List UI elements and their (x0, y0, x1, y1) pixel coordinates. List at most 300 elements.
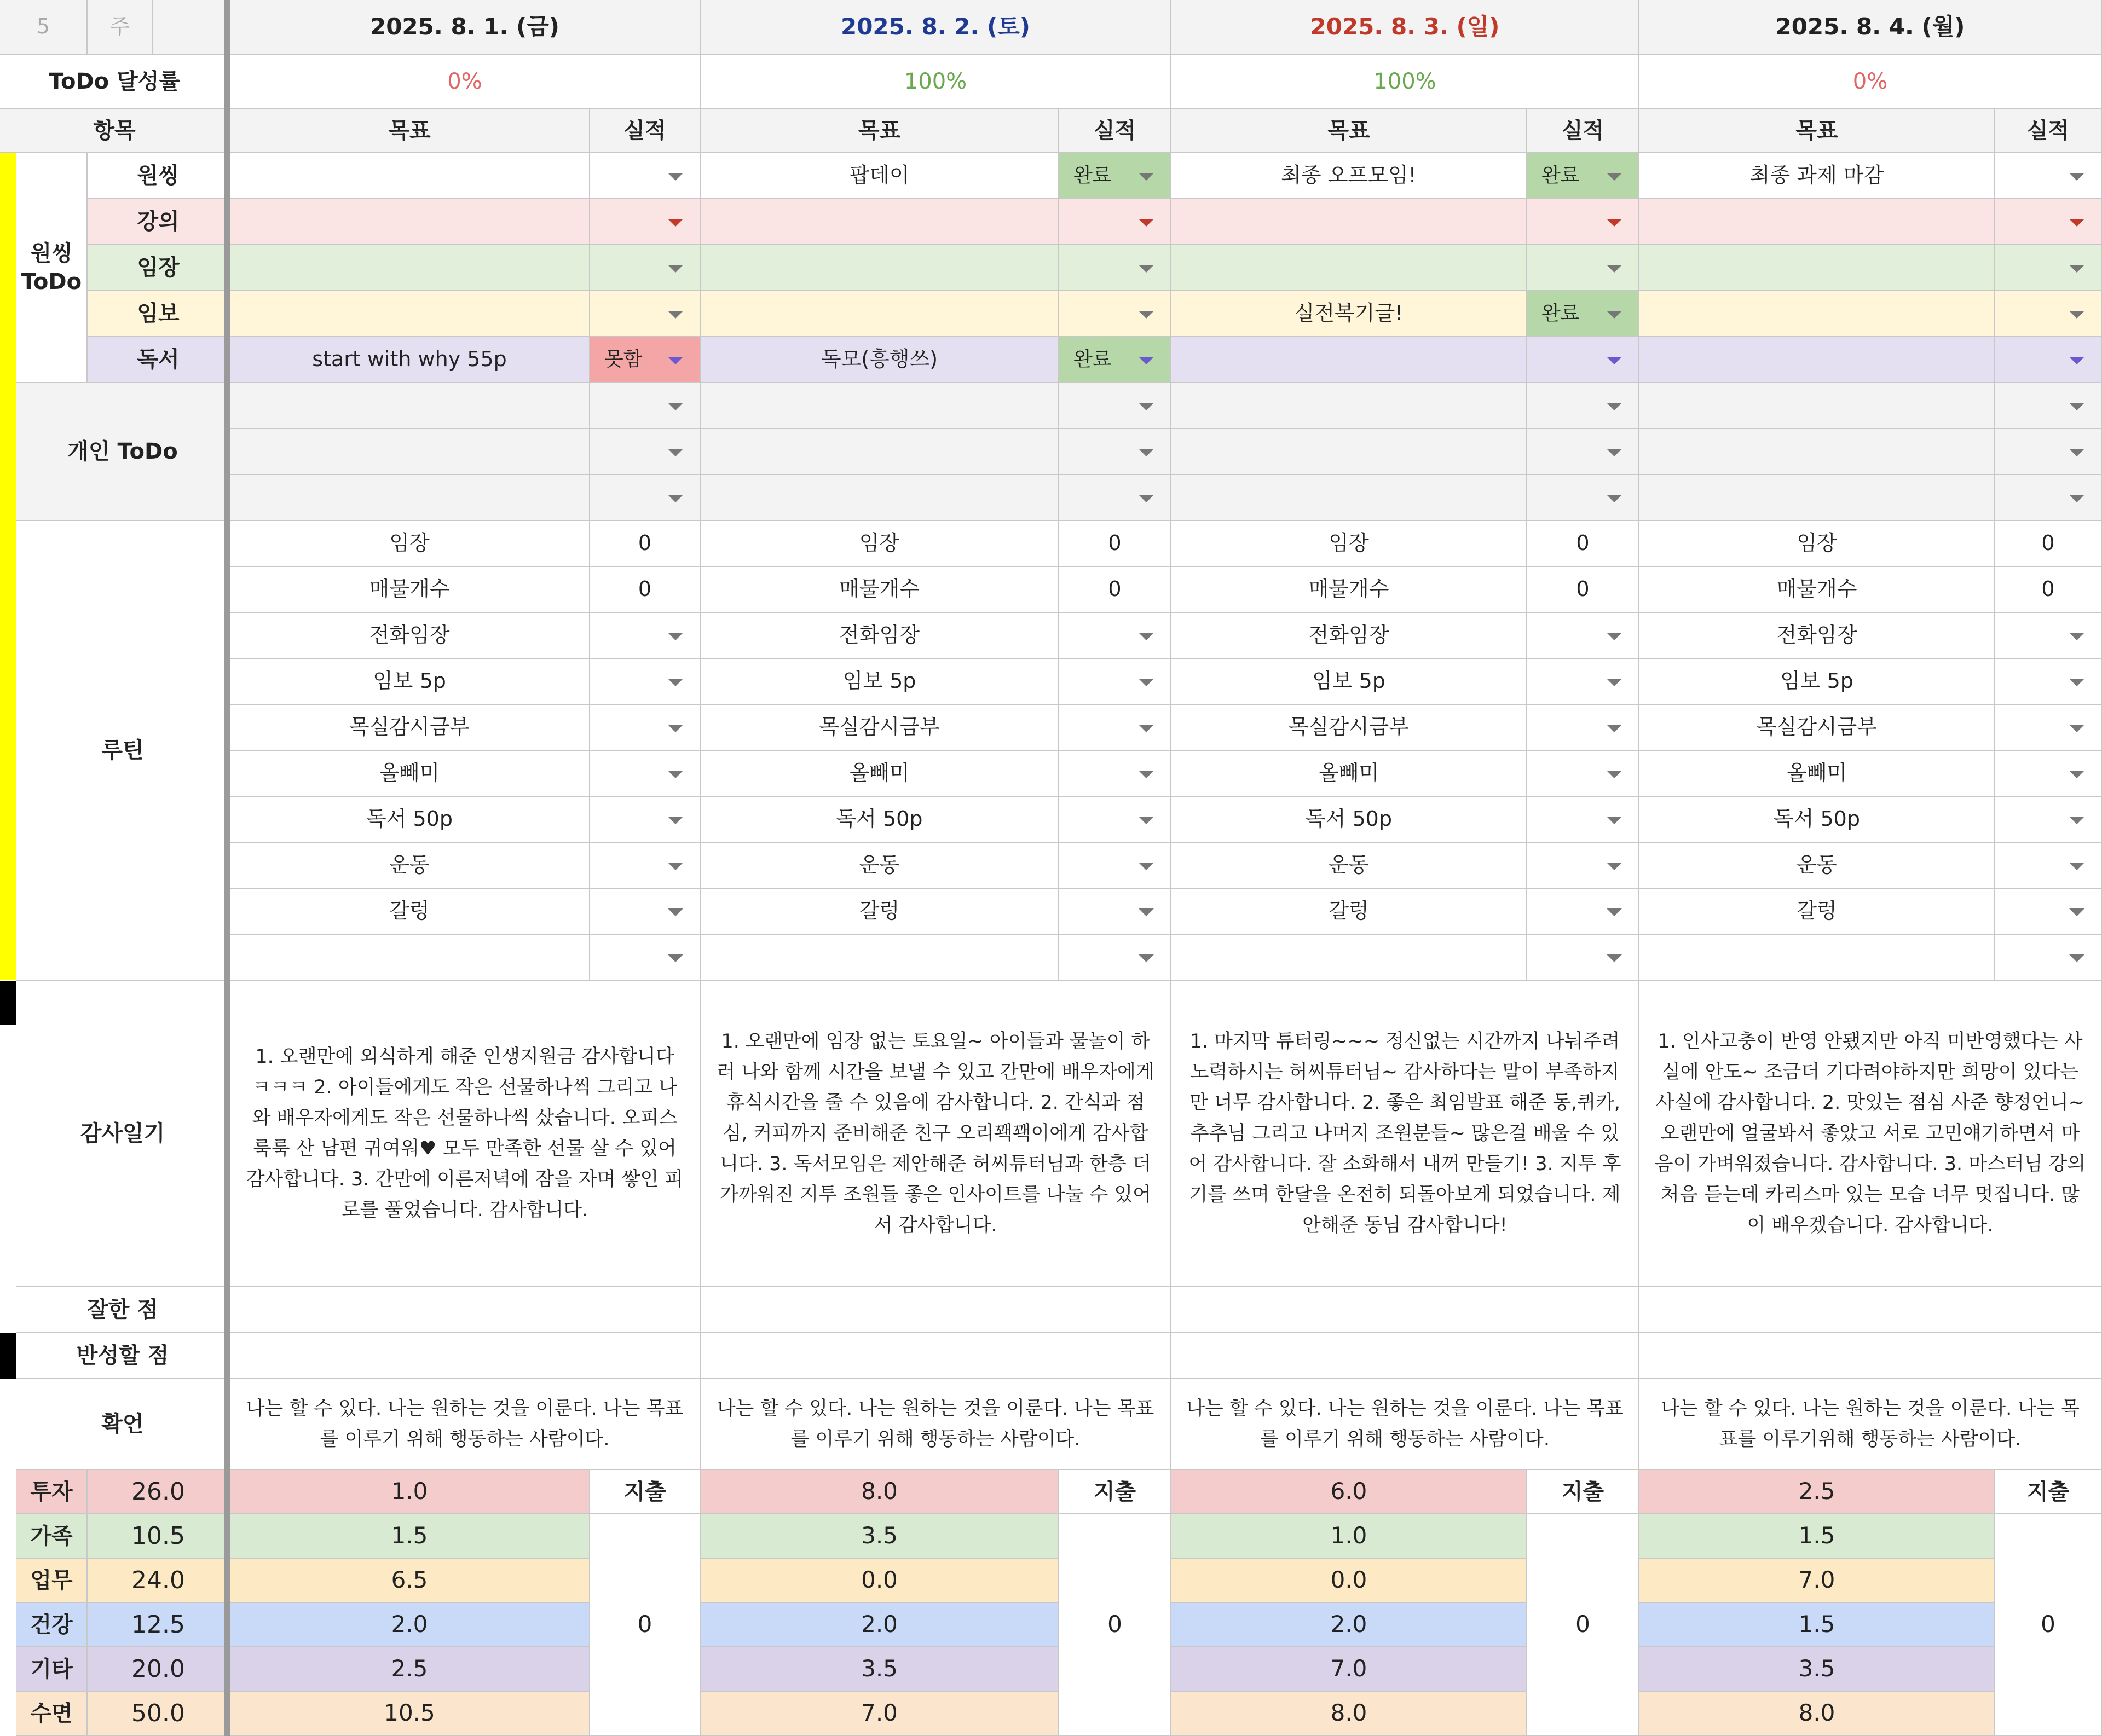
routine-item-2-5: 올빼미 (1171, 751, 1527, 797)
routine-item-3-2: 전화임장 (1639, 613, 1995, 659)
hours-2-2[interactable]: 0.0 (1171, 1559, 1527, 1603)
routine-item-2-1: 매물개수 (1171, 567, 1527, 613)
personal-result-1-0[interactable] (1059, 383, 1171, 429)
routine-check-0-2[interactable] (590, 613, 701, 659)
frozen-divider (224, 0, 230, 1736)
reflect-label: 반성할 점 (16, 1333, 230, 1379)
hours-3-3[interactable]: 1.5 (1639, 1603, 1995, 1647)
total-label-0: 투자 (16, 1470, 88, 1514)
hours-1-5[interactable]: 7.0 (701, 1692, 1059, 1736)
dark-strip-a (0, 981, 16, 1025)
routine-check-3-4[interactable] (1995, 705, 2102, 751)
personal-result-3-2[interactable] (1995, 475, 2102, 521)
work-todo-label-a: 원씽 (30, 241, 73, 266)
goal-header-1: 목표 (701, 109, 1059, 153)
routine-item-3-3: 임보 5p (1639, 659, 1995, 705)
personal-result-2-1[interactable] (1527, 429, 1639, 475)
sub-label-0: 원씽 (88, 153, 230, 199)
personal-goal-0-2[interactable] (230, 475, 590, 521)
dropdown-chevron-icon[interactable] (2069, 954, 2084, 962)
affirm-text-1[interactable]: 나는 할 수 있다. 나는 원하는 것을 이룬다. 나는 목표를 이루기 위해 행동하는 사람이다. (701, 1379, 1171, 1470)
hours-2-1[interactable]: 1.0 (1171, 1514, 1527, 1559)
goal-header-3: 목표 (1639, 109, 1995, 153)
dropdown-chevron-icon[interactable] (1607, 449, 1622, 456)
routine-check-0-7[interactable] (590, 843, 701, 889)
todo-goal-1-0[interactable]: 팝데이 (701, 153, 1059, 199)
todo-result-0-3[interactable] (590, 291, 701, 337)
dropdown-chevron-icon[interactable] (2069, 219, 2084, 227)
dropdown-chevron-icon[interactable] (2069, 403, 2084, 410)
routine-item-3-0: 임장 (1639, 521, 1995, 567)
todo-result-2-3[interactable]: 완료 (1527, 291, 1639, 337)
total-value-1: 10.5 (88, 1514, 230, 1559)
goal-header-0: 목표 (230, 109, 590, 153)
routine-item-2-6: 독서 50p (1171, 797, 1527, 843)
dropdown-chevron-icon[interactable] (668, 863, 683, 870)
routine-item-1-2: 전화임장 (701, 613, 1059, 659)
routine-item-1-4: 목실감시금부 (701, 705, 1059, 751)
dropdown-chevron-icon[interactable] (1139, 173, 1154, 181)
dropdown-chevron-icon[interactable] (1607, 954, 1622, 962)
dropdown-chevron-icon[interactable] (1607, 817, 1622, 824)
todo-goal-1-3[interactable] (701, 291, 1059, 337)
routine-item-3-1: 매물개수 (1639, 567, 1995, 613)
good-text-0[interactable] (230, 1287, 701, 1333)
routine-check-3-6[interactable] (1995, 797, 2102, 843)
routine-item-0-5: 올빼미 (230, 751, 590, 797)
personal-result-1-2[interactable] (1059, 475, 1171, 521)
routine-value-3-1: 0 (1995, 567, 2102, 613)
total-value-3: 12.5 (88, 1603, 230, 1647)
routine-item-0-6: 독서 50p (230, 797, 590, 843)
todo-goal-0-0[interactable] (230, 153, 590, 199)
personal-goal-0-1[interactable] (230, 429, 590, 475)
dropdown-chevron-icon[interactable] (668, 265, 683, 273)
good-label: 잘한 점 (16, 1287, 230, 1333)
good-text-2[interactable] (1171, 1287, 1639, 1333)
personal-goal-3-1[interactable] (1639, 429, 1995, 475)
result-header-3: 실적 (1995, 109, 2102, 153)
dropdown-chevron-icon[interactable] (1139, 495, 1154, 502)
hours-1-3[interactable]: 2.0 (701, 1603, 1059, 1647)
affirm-text-0[interactable]: 나는 할 수 있다. 나는 원하는 것을 이룬다. 나는 목표를 이루기 위해 행동하는 사람이다. (230, 1379, 701, 1470)
todo-goal-3-4[interactable] (1639, 337, 1995, 383)
total-label-3: 건강 (16, 1603, 88, 1647)
routine-check-1-5[interactable] (1059, 751, 1171, 797)
todo-result-2-2[interactable] (1527, 245, 1639, 291)
expense-label-2: 지출 (1527, 1470, 1639, 1514)
affirm-label: 확언 (16, 1379, 230, 1470)
goal-header-2: 목표 (1171, 109, 1527, 153)
dropdown-chevron-icon[interactable] (1139, 771, 1154, 778)
dropdown-chevron-icon[interactable] (668, 771, 683, 778)
expense-value-1[interactable]: 0 (1059, 1514, 1171, 1736)
routine-check-3-2[interactable] (1995, 613, 2102, 659)
todo-goal-2-1[interactable] (1171, 199, 1527, 245)
dropdown-chevron-icon[interactable] (1139, 633, 1154, 640)
routine-check-1-6[interactable] (1059, 797, 1171, 843)
personal-todo-label: 개인 ToDo (16, 383, 230, 521)
routine-check-2-9[interactable] (1527, 935, 1639, 981)
dropdown-chevron-icon[interactable] (1607, 771, 1622, 778)
dropdown-chevron-icon[interactable] (668, 908, 683, 916)
routine-check-2-6[interactable] (1527, 797, 1639, 843)
hours-0-5[interactable]: 10.5 (230, 1692, 590, 1736)
todo-goal-0-4[interactable]: start with why 55p (230, 337, 590, 383)
expense-label-1: 지출 (1059, 1470, 1171, 1514)
gratitude-text-1[interactable]: 1. 오랜만에 임장 없는 토요일~ 아이들과 물놀이 하러 나와 함께 시간을 보낼 수 있고 간만에 배우자에게 휴식시간을 줄 수 있음에 감사합니다. 2. 간식과 점심, 커피까지 준비해준 친구 오리꽥꽥이에게 감사합니다. 3. 독서모임은 제안해준 허씨튜터님과 한층 더 가까워진 지투 조원들 좋은 인사이트를 나눌 수 있어서 감사합니다. (701, 981, 1171, 1287)
dropdown-chevron-icon[interactable] (1139, 311, 1154, 319)
personal-result-2-2[interactable] (1527, 475, 1639, 521)
routine-label: 루틴 (16, 521, 230, 981)
gratitude-label: 감사일기 (16, 981, 230, 1287)
routine-item-2-0: 임장 (1171, 521, 1527, 567)
hours-0-2[interactable]: 6.5 (230, 1559, 590, 1603)
day-rate-0: 0% (230, 55, 701, 109)
dropdown-chevron-icon[interactable] (1607, 311, 1622, 319)
achievement-label: ToDo 달성률 (0, 55, 230, 109)
affirm-text-3[interactable]: 나는 할 수 있다. 나는 원하는 것을 이룬다. 나는 목표를 이루기위해 행동하는 사람이다. (1639, 1379, 2102, 1470)
dropdown-chevron-icon[interactable] (668, 357, 683, 364)
todo-goal-2-0[interactable]: 최종 오프모임! (1171, 153, 1527, 199)
todo-result-0-1[interactable] (590, 199, 701, 245)
todo-result-3-0[interactable] (1995, 153, 2102, 199)
dropdown-chevron-icon[interactable] (1139, 449, 1154, 456)
todo-result-2-0[interactable]: 완료 (1527, 153, 1639, 199)
routine-check-2-3[interactable] (1527, 659, 1639, 705)
dropdown-chevron-icon[interactable] (1139, 954, 1154, 962)
total-label-4: 기타 (16, 1647, 88, 1692)
todo-goal-3-0[interactable]: 최종 과제 마감 (1639, 153, 1995, 199)
personal-goal-2-1[interactable] (1171, 429, 1527, 475)
personal-goal-2-2[interactable] (1171, 475, 1527, 521)
corner-blank (153, 0, 230, 55)
dropdown-chevron-icon[interactable] (668, 725, 683, 732)
routine-item-0-3: 임보 5p (230, 659, 590, 705)
expense-label-0: 지출 (590, 1470, 701, 1514)
hours-0-1[interactable]: 1.5 (230, 1514, 590, 1559)
expense-value-3[interactable]: 0 (1995, 1514, 2102, 1736)
todo-result-0-2[interactable] (590, 245, 701, 291)
routine-value-1-0: 0 (1059, 521, 1171, 567)
routine-check-0-5[interactable] (590, 751, 701, 797)
hours-2-5[interactable]: 8.0 (1171, 1692, 1527, 1736)
routine-value-1-1: 0 (1059, 567, 1171, 613)
day-date-0: 2025. 8. 1. (금) (230, 0, 701, 55)
dropdown-chevron-icon[interactable] (1139, 679, 1154, 686)
routine-item-2-7: 운동 (1171, 843, 1527, 889)
personal-result-0-1[interactable] (590, 429, 701, 475)
todo-goal-0-3[interactable] (230, 291, 590, 337)
routine-value-2-0: 0 (1527, 521, 1639, 567)
routine-check-3-7[interactable] (1995, 843, 2102, 889)
hours-2-3[interactable]: 2.0 (1171, 1603, 1527, 1647)
dropdown-chevron-icon[interactable] (668, 403, 683, 410)
personal-goal-1-0[interactable] (701, 383, 1059, 429)
dropdown-chevron-icon[interactable] (668, 495, 683, 502)
dropdown-chevron-icon[interactable] (1139, 357, 1154, 364)
total-value-0: 26.0 (88, 1470, 230, 1514)
routine-item-0-7: 운동 (230, 843, 590, 889)
todo-goal-2-4[interactable] (1171, 337, 1527, 383)
hours-0-0[interactable]: 1.0 (230, 1470, 590, 1514)
work-todo-label (16, 153, 88, 383)
routine-check-3-3[interactable] (1995, 659, 2102, 705)
result-header-0: 실적 (590, 109, 701, 153)
good-text-3[interactable] (1639, 1287, 2102, 1333)
dropdown-chevron-icon[interactable] (2069, 817, 2084, 824)
routine-check-2-7[interactable] (1527, 843, 1639, 889)
dropdown-chevron-icon[interactable] (1607, 265, 1622, 273)
personal-result-0-0[interactable] (590, 383, 701, 429)
hours-0-3[interactable]: 2.0 (230, 1603, 590, 1647)
routine-check-2-5[interactable] (1527, 751, 1639, 797)
routine-item-0-8: 갈렁 (230, 889, 590, 935)
routine-check-0-6[interactable] (590, 797, 701, 843)
dropdown-chevron-icon[interactable] (1607, 725, 1622, 732)
dropdown-chevron-icon[interactable] (1139, 725, 1154, 732)
todo-goal-1-2[interactable] (701, 245, 1059, 291)
dropdown-chevron-icon[interactable] (1139, 817, 1154, 824)
todo-result-3-4[interactable] (1995, 337, 2102, 383)
routine-item-1-6: 독서 50p (701, 797, 1059, 843)
dropdown-chevron-icon[interactable] (668, 219, 683, 227)
day-date-1: 2025. 8. 2. (토) (701, 0, 1171, 55)
total-value-2: 24.0 (88, 1559, 230, 1603)
hours-1-1[interactable]: 3.5 (701, 1514, 1059, 1559)
routine-item-2-9 (1171, 935, 1527, 981)
dropdown-chevron-icon[interactable] (1139, 863, 1154, 870)
routine-item-2-8: 갈렁 (1171, 889, 1527, 935)
todo-goal-1-1[interactable] (701, 199, 1059, 245)
dropdown-chevron-icon[interactable] (2069, 495, 2084, 502)
personal-result-3-1[interactable] (1995, 429, 2102, 475)
todo-result-1-4[interactable]: 완료 (1059, 337, 1171, 383)
routine-check-1-3[interactable] (1059, 659, 1171, 705)
todo-result-3-1[interactable] (1995, 199, 2102, 245)
routine-item-1-9 (701, 935, 1059, 981)
routine-value-2-1: 0 (1527, 567, 1639, 613)
dropdown-chevron-icon[interactable] (668, 173, 683, 181)
total-label-5: 수면 (16, 1692, 88, 1736)
routine-check-3-5[interactable] (1995, 751, 2102, 797)
routine-check-3-8[interactable] (1995, 889, 2102, 935)
personal-goal-3-0[interactable] (1639, 383, 1995, 429)
todo-result-1-3[interactable] (1059, 291, 1171, 337)
routine-item-3-8: 갈렁 (1639, 889, 1995, 935)
day-date-2: 2025. 8. 3. (일) (1171, 0, 1639, 55)
routine-item-1-5: 올빼미 (701, 751, 1059, 797)
todo-goal-0-1[interactable] (230, 199, 590, 245)
todo-goal-1-4[interactable]: 독모(흥행쓰) (701, 337, 1059, 383)
hours-3-1[interactable]: 1.5 (1639, 1514, 1995, 1559)
expense-value-2[interactable]: 0 (1527, 1514, 1639, 1736)
reflect-text-3[interactable] (1639, 1333, 2102, 1379)
dropdown-chevron-icon[interactable] (2069, 357, 2084, 364)
sub-label-1: 강의 (88, 199, 230, 245)
routine-check-2-2[interactable] (1527, 613, 1639, 659)
hours-2-4[interactable]: 7.0 (1171, 1647, 1527, 1692)
dropdown-chevron-icon[interactable] (2069, 173, 2084, 181)
routine-value-3-0: 0 (1995, 521, 2102, 567)
routine-check-0-3[interactable] (590, 659, 701, 705)
day-rate-1: 100% (701, 55, 1171, 109)
todo-goal-2-3[interactable]: 실전복기글! (1171, 291, 1527, 337)
dropdown-chevron-icon[interactable] (2069, 679, 2084, 686)
routine-item-0-1: 매물개수 (230, 567, 590, 613)
day-rate-2: 100% (1171, 55, 1639, 109)
todo-result-2-1[interactable] (1527, 199, 1639, 245)
routine-check-1-2[interactable] (1059, 613, 1171, 659)
todo-result-1-0[interactable]: 완료 (1059, 153, 1171, 199)
routine-item-3-7: 운동 (1639, 843, 1995, 889)
work-todo-label-b: ToDo (21, 269, 82, 294)
dropdown-chevron-icon[interactable] (2069, 771, 2084, 778)
dropdown-chevron-icon[interactable] (1139, 219, 1154, 227)
dropdown-chevron-icon[interactable] (1607, 403, 1622, 410)
total-value-5: 50.0 (88, 1692, 230, 1736)
reflect-text-1[interactable] (701, 1333, 1171, 1379)
routine-check-0-4[interactable] (590, 705, 701, 751)
routine-item-0-4: 목실감시금부 (230, 705, 590, 751)
week-unit: 주 (88, 0, 153, 55)
routine-check-0-9[interactable] (590, 935, 701, 981)
day-date-3: 2025. 8. 4. (월) (1639, 0, 2102, 55)
dropdown-chevron-icon[interactable] (1607, 863, 1622, 870)
item-label: 항목 (0, 109, 230, 153)
personal-goal-3-2[interactable] (1639, 475, 1995, 521)
dropdown-chevron-icon[interactable] (1607, 357, 1622, 364)
hours-3-2[interactable]: 7.0 (1639, 1559, 1995, 1603)
hours-1-2[interactable]: 0.0 (701, 1559, 1059, 1603)
total-label-1: 가족 (16, 1514, 88, 1559)
routine-item-2-3: 임보 5p (1171, 659, 1527, 705)
todo-result-1-2[interactable] (1059, 245, 1171, 291)
gratitude-text-0[interactable]: 1. 오랜만에 외식하게 해준 인생지원금 감사합니다 ㅋㅋㅋ 2. 아이들에게도 작은 선물하나씩 그리고 나와 배우자에게도 작은 선물하나씩 샀습니다. 오피스룩룩 산 남편 귀여워♥ 모두 만족한 선물 살 수 있어 감사합니다. 3. 간만에 이른저녁에 잠을 자며 쌓인 피로를 풀었습니다. 감사합니다. (230, 981, 701, 1287)
routine-item-1-3: 임보 5p (701, 659, 1059, 705)
personal-result-1-1[interactable] (1059, 429, 1171, 475)
personal-result-2-0[interactable] (1527, 383, 1639, 429)
sub-label-4: 독서 (88, 337, 230, 383)
routine-item-3-9 (1639, 935, 1995, 981)
dropdown-chevron-icon[interactable] (2069, 449, 2084, 456)
dropdown-chevron-icon[interactable] (668, 633, 683, 640)
todo-goal-2-2[interactable] (1171, 245, 1527, 291)
dropdown-chevron-icon[interactable] (1607, 633, 1622, 640)
total-label-2: 업무 (16, 1559, 88, 1603)
routine-check-2-8[interactable] (1527, 889, 1639, 935)
hours-1-0[interactable]: 8.0 (701, 1470, 1059, 1514)
dropdown-chevron-icon[interactable] (2069, 265, 2084, 273)
routine-check-0-8[interactable] (590, 889, 701, 935)
dropdown-chevron-icon[interactable] (1607, 219, 1622, 227)
routine-check-1-4[interactable] (1059, 705, 1171, 751)
personal-result-0-2[interactable] (590, 475, 701, 521)
dropdown-chevron-icon[interactable] (2069, 863, 2084, 870)
hours-1-4[interactable]: 3.5 (701, 1647, 1059, 1692)
week-number: 5 (0, 0, 88, 55)
dropdown-chevron-icon[interactable] (668, 449, 683, 456)
personal-goal-1-1[interactable] (701, 429, 1059, 475)
todo-result-3-2[interactable] (1995, 245, 2102, 291)
dropdown-chevron-icon[interactable] (2069, 311, 2084, 319)
dropdown-chevron-icon[interactable] (1607, 173, 1622, 181)
reflect-text-0[interactable] (230, 1333, 701, 1379)
routine-item-2-4: 목실감시금부 (1171, 705, 1527, 751)
routine-item-1-0: 임장 (701, 521, 1059, 567)
routine-check-3-9[interactable] (1995, 935, 2102, 981)
personal-goal-2-0[interactable] (1171, 383, 1527, 429)
dropdown-chevron-icon[interactable] (1607, 908, 1622, 916)
todo-goal-0-2[interactable] (230, 245, 590, 291)
personal-goal-0-0[interactable] (230, 383, 590, 429)
routine-check-1-7[interactable] (1059, 843, 1171, 889)
personal-result-3-0[interactable] (1995, 383, 2102, 429)
routine-item-1-8: 갈렁 (701, 889, 1059, 935)
todo-result-2-4[interactable] (1527, 337, 1639, 383)
todo-result-0-4[interactable]: 못함 (590, 337, 701, 383)
day-rate-3: 0% (1639, 55, 2102, 109)
hours-3-4[interactable]: 3.5 (1639, 1647, 1995, 1692)
dropdown-chevron-icon[interactable] (668, 679, 683, 686)
routine-item-0-9 (230, 935, 590, 981)
dropdown-chevron-icon[interactable] (668, 954, 683, 962)
dropdown-chevron-icon[interactable] (668, 817, 683, 824)
gratitude-text-3[interactable]: 1. 인사고충이 반영 안됐지만 아직 미반영했다는 사실에 안도~ 조금더 기다려야하지만 희망이 있다는 사실에 감사합니다. 2. 맛있는 점심 사준 향정언니~ 오랜만에 얼굴봐서 좋았고 서로 고민얘기하면서 마음이 가벼워졌습니다. 감사합니다. 3. 마스터님 강의 처음 듣는데 카리스마 있는 모습 너무 멋집니다. 많이 배우겠습니다. 감사합니다. (1639, 981, 2102, 1287)
total-value-4: 20.0 (88, 1647, 230, 1692)
gratitude-text-2[interactable]: 1. 마지막 튜터링~~~ 정신없는 시간까지 나눠주려 노력하시는 허씨튜터님~ 감사하다는 말이 부족하지만 너무 감사합니다. 2. 좋은 최임발표 해준 동,퀴카,추추님 그리고 나머지 조원분들~ 많은걸 배울 수 있어 감사합니다. 잘 소화해서 내꺼 만들기! 3. 지투 후기를 쓰며 한달을 온전히 되돌아보게 되었습니다. 제안해준 동님 감사합니다! (1171, 981, 1639, 1287)
dropdown-chevron-icon[interactable] (1139, 908, 1154, 916)
hours-2-0[interactable]: 6.0 (1171, 1470, 1527, 1514)
hours-0-4[interactable]: 2.5 (230, 1647, 590, 1692)
yellow-strip (0, 153, 16, 980)
todo-result-3-3[interactable] (1995, 291, 2102, 337)
routine-check-1-9[interactable] (1059, 935, 1171, 981)
dropdown-chevron-icon[interactable] (1607, 495, 1622, 502)
expense-label-3: 지출 (1995, 1470, 2102, 1514)
routine-item-3-6: 독서 50p (1639, 797, 1995, 843)
dropdown-chevron-icon[interactable] (2069, 633, 2084, 640)
dropdown-chevron-icon[interactable] (1139, 403, 1154, 410)
hours-3-0[interactable]: 2.5 (1639, 1470, 1995, 1514)
result-header-2: 실적 (1527, 109, 1639, 153)
dropdown-chevron-icon[interactable] (1139, 265, 1154, 273)
routine-item-1-7: 운동 (701, 843, 1059, 889)
todo-result-1-1[interactable] (1059, 199, 1171, 245)
good-text-1[interactable] (701, 1287, 1171, 1333)
sub-label-3: 임보 (88, 291, 230, 337)
dropdown-chevron-icon[interactable] (2069, 725, 2084, 732)
todo-result-0-0[interactable] (590, 153, 701, 199)
dropdown-chevron-icon[interactable] (668, 311, 683, 319)
routine-item-0-0: 임장 (230, 521, 590, 567)
dropdown-chevron-icon[interactable] (2069, 908, 2084, 916)
routine-check-1-8[interactable] (1059, 889, 1171, 935)
sub-label-2: 임장 (88, 245, 230, 291)
hours-3-5[interactable]: 8.0 (1639, 1692, 1995, 1736)
routine-check-2-4[interactable] (1527, 705, 1639, 751)
todo-goal-3-1[interactable] (1639, 199, 1995, 245)
dropdown-chevron-icon[interactable] (1607, 679, 1622, 686)
routine-item-0-2: 전화임장 (230, 613, 590, 659)
reflect-text-2[interactable] (1171, 1333, 1639, 1379)
todo-goal-3-2[interactable] (1639, 245, 1995, 291)
expense-value-0[interactable]: 0 (590, 1514, 701, 1736)
routine-value-0-0: 0 (590, 521, 701, 567)
personal-goal-1-2[interactable] (701, 475, 1059, 521)
affirm-text-2[interactable]: 나는 할 수 있다. 나는 원하는 것을 이룬다. 나는 목표를 이루기 위해 행동하는 사람이다. (1171, 1379, 1639, 1470)
todo-goal-3-3[interactable] (1639, 291, 1995, 337)
